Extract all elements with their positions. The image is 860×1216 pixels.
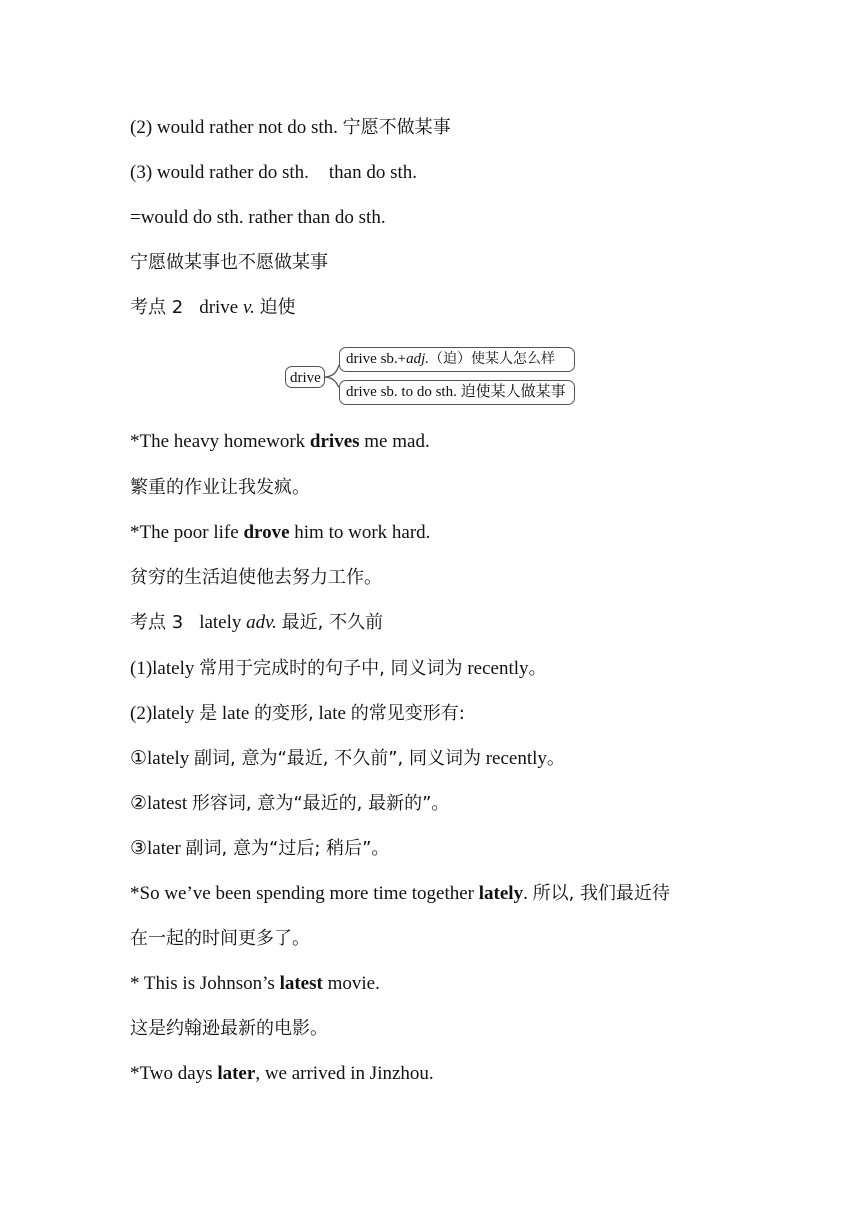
form-later: ③later 副词, 意为“过后; 稍后”。 — [130, 838, 390, 859]
example-lately-cn: 在一起的时间更多了。 — [130, 928, 310, 949]
example-drives: *The heavy homework drives me mad. — [130, 431, 430, 452]
example-later: *Two days later, we arrived in Jinzhou. — [130, 1063, 434, 1084]
line-would-rather-than: (3) would rather do sth. than do sth. — [130, 162, 418, 183]
line-would-do-rather: =would do sth. rather than do sth. — [130, 207, 386, 228]
diagram-branch-1: drive sb.+adj.（迫）使某人怎么样 — [339, 347, 575, 372]
kaodian-2-heading: 考点 2 drive v. 迫使 — [130, 297, 296, 318]
diagram-branch-2: drive sb. to do sth. 迫使某人做某事 — [339, 380, 575, 405]
kaodian-3-heading: 考点 3 lately adv. 最近, 不久前 — [130, 612, 384, 633]
example-latest: * This is Johnson’s latest movie. — [130, 973, 380, 994]
diagram-root: drive — [285, 366, 325, 388]
form-latest: ②latest 形容词, 意为“最近的, 最新的”。 — [130, 793, 450, 814]
example-drives-cn: 繁重的作业让我发疯。 — [130, 477, 310, 498]
example-drove: *The poor life drove him to work hard. — [130, 522, 431, 543]
line-would-rather-not: (2) would rather not do sth. 宁愿不做某事 — [130, 117, 451, 138]
point-1: (1)lately 常用于完成时的句子中, 同义词为 recently。 — [130, 658, 547, 679]
line-meaning-cn: 宁愿做某事也不愿做某事 — [130, 252, 328, 273]
example-lately: *So we’ve been spending more time together lately. 所以, 我们最近待 — [130, 883, 671, 904]
point-2: (2)lately 是 late 的变形, late 的常见变形有: — [130, 703, 465, 724]
form-lately: ①lately 副词, 意为“最近, 不久前”, 同义词为 recently。 — [130, 748, 565, 769]
example-drove-cn: 贫穷的生活迫使他去努力工作。 — [130, 567, 382, 588]
example-latest-cn: 这是约翰逊最新的电影。 — [130, 1018, 328, 1039]
